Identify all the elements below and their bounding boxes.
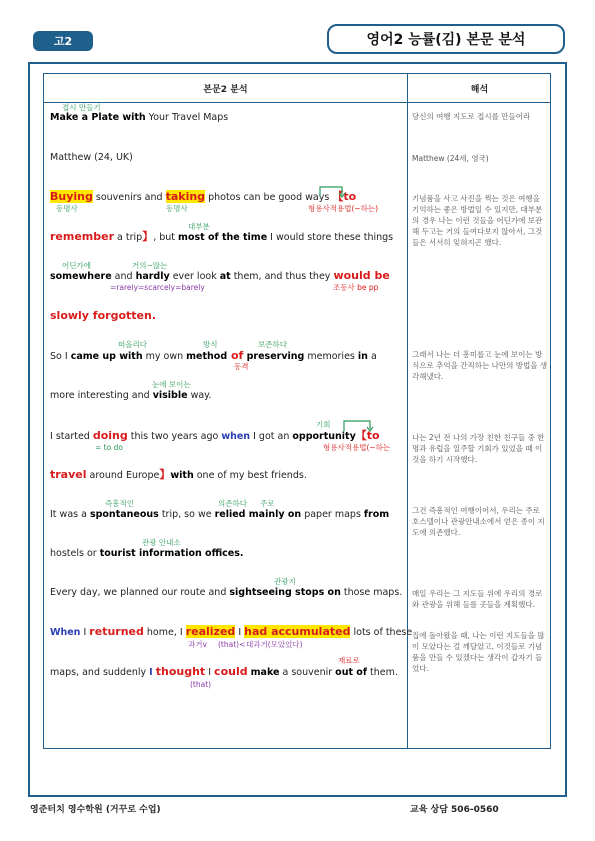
annotation: 보존하다 (258, 340, 287, 349)
annotation: 동격 (234, 362, 249, 371)
annotation: 방식 (203, 340, 218, 349)
english-line: more interesting and visible way. (50, 390, 212, 401)
english-line: Make a Plate with Your Travel Maps (50, 112, 229, 123)
annotation: (that)< (218, 640, 246, 649)
grade-badge: 고2 (33, 31, 93, 51)
translation-text: 그건 즉흥적인 여행이어서, 우리는 주로 호스텔이나 관광안내소에서 얻은 종이 지도에 의존했다. (412, 506, 545, 537)
annotation: 조동사 be pp (333, 283, 379, 292)
english-line: somewhere and hardly ever look at them, and thus they would be (50, 269, 390, 282)
english-line: travel around Europe】with one of my best friends. (50, 468, 307, 481)
english-line: It was a spontaneous trip, so we relied mainly on paper maps from (50, 509, 390, 520)
column-divider (407, 102, 408, 748)
english-line: Every day, we planned our route and sightseeing stops on those maps. (50, 587, 403, 598)
page-title: 영어2 능률(김) 본문 분석 (327, 24, 565, 54)
annotation: 기회 (316, 420, 331, 429)
translation-text: 집에 돌아왔을 때, 나는 이런 지도들을 많이 모았다는 걸 깨달았고, 이것들로 기념품을 만들 수 있겠다는 생각이 갑자기 들었다. (412, 631, 545, 673)
annotation: 어딘가에 (62, 261, 91, 270)
annotation: 대과거(모았었다) (246, 640, 303, 649)
translation-text: 나는 2년 전 나의 가장 친한 친구들 중 한 명과 유럽을 일주할 기회가 있었을 때 이것을 하기 시작했다. (412, 433, 545, 464)
translation-text: Matthew (24세, 영국) (412, 154, 489, 163)
annotation: 거의~않는 (132, 261, 168, 270)
annotation: 의존하다 (218, 499, 247, 508)
annotation: 대부분 (188, 222, 210, 231)
footer-academy: 영준터치 영수학원 (거꾸로 수업) (30, 805, 161, 815)
english-line: Buying souvenirs and taking photos can be good ways 【to (50, 190, 357, 203)
annotation: 동명사 (166, 204, 188, 213)
table-header (44, 74, 550, 103)
annotation: 주로 (260, 499, 275, 508)
english-line: When I returned home, I realized I had accumulated lots of these (50, 625, 413, 638)
annotation: 떠올리다 (118, 340, 147, 349)
english-line: Matthew (24, UK) (50, 152, 133, 163)
annotation: 재료로 (338, 656, 360, 665)
annotation: 형용사적용법(~하는) (308, 204, 379, 213)
annotation: 동명사 (56, 204, 78, 213)
translation-text: 기념품을 사고 사진을 찍는 것은 여행을 기억하는 좋은 방법일 수 있지만, 대부분의 경우 나는 이런 것들을 어딘가에 보관해 두고는 거의 들여다보지 않아서, 그것들은 서서히 잊혀지곤 했다. (412, 194, 543, 247)
english-line: hostels or tourist information offices. (50, 548, 244, 559)
annotation: (that) (190, 680, 212, 689)
annotation: 과거v (188, 640, 207, 649)
translation-text: 매일 우리는 그 지도들 위에 우리의 경로와 관광을 위해 들를 곳들을 계획했다. (412, 589, 543, 609)
english-line: remember a trip】, but most of the time I would store these things (50, 230, 394, 243)
column-header-translation: 해석 (407, 74, 551, 102)
annotation: =rarely=scarcely=barely (110, 283, 205, 292)
annotation: 접시 만들기 (62, 103, 101, 112)
english-line: I started doing this two years ago when I got an opportunity【to (50, 429, 380, 442)
column-header-analysis: 본문2 분석 (203, 84, 248, 95)
translation-text: 당신의 여행 지도로 접시를 만들어라 (412, 112, 531, 121)
english-line: So I came up with my own method of preserving memories in a (50, 349, 377, 362)
english-line: maps, and suddenly I thought I could make a souvenir out of them. (50, 665, 398, 678)
annotation: = to do (95, 443, 123, 452)
annotation: 관광지 (274, 577, 296, 586)
arrow-icon (318, 185, 348, 199)
annotation: 눈에 보이는 (152, 380, 191, 389)
english-line: slowly forgotten. (50, 309, 156, 322)
annotation: 형용사적용법(~하는 (323, 443, 391, 452)
footer-contact: 교육 상담 506-0560 (410, 805, 499, 815)
annotation: 관광 안내소 (142, 538, 181, 547)
translation-text: 그래서 나는 더 흥미롭고 눈에 보이는 방식으로 추억을 간직하는 나만의 방법을 생각해냈다. (412, 350, 548, 381)
annotation: 즉흥적인 (105, 499, 134, 508)
